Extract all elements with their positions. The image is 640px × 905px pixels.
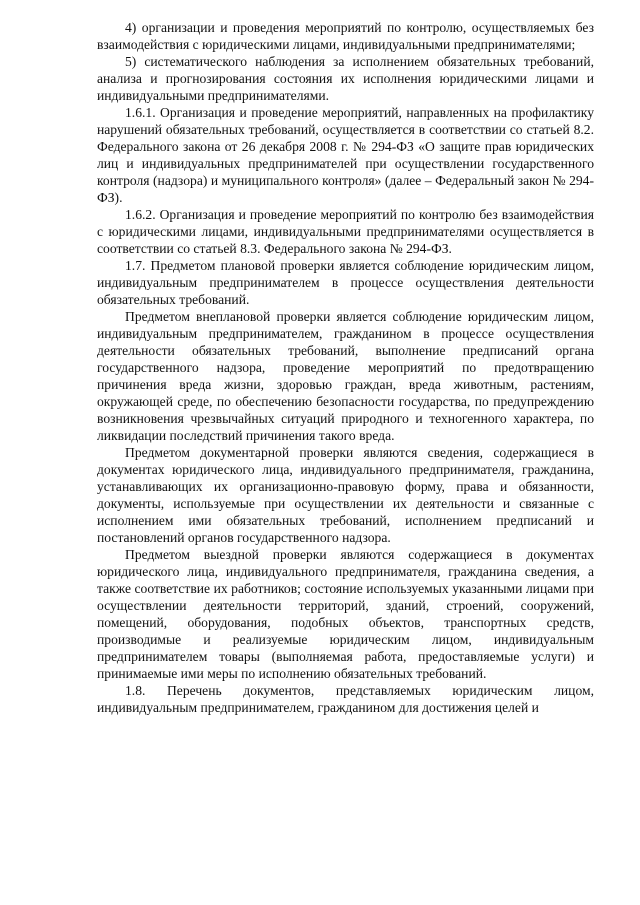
paragraph-1-8: 1.8. Перечень документов, представляемых юридическим лицом, индивидуальным предпринимателем, гражданином для достижения целей и: [97, 683, 594, 715]
paragraph-1-6-2: 1.6.2. Организация и проведение мероприятий по контролю без взаимодействия с юридическими лицами, индивидуальными предпринимателями осуществляется в соответствии со статьей 8.3. Федерального закона № 294-ФЗ.: [97, 207, 594, 256]
paragraph-field-inspection: Предметом выездной проверки являются содержащиеся в документах юридического лица, индивидуального предпринимателя, гражданина сведения, а также соответствие их работников; состояние используемых указанными лицами при осуществлении деятельности территорий, зданий, строений, сооружений, помещений, оборудования, подобных объектов, транспортных средств, производимые и реализуемые юридическим лицом, индивидуальным предпринимателем товары (выполняемая работа, предоставляемые услуги) и принимаемые ими меры по исполнению обязательных требований.: [97, 547, 594, 681]
paragraph-1-7: 1.7. Предметом плановой проверки является соблюдение юридическим лицом, индивидуальным предпринимателем в процессе осуществления деятельности обязательных требований.: [97, 258, 594, 307]
paragraph-documentary-inspection: Предметом документарной проверки являются сведения, содержащиеся в документах юридического лица, индивидуального предпринимателя, гражданина, устанавливающих их организационно-правовую форму, права и обязанности, документы, используемые при осуществлении их деятельности и связанные с исполнением ими обязательных требований, исполнением предписаний и постановлений органов государственного надзора.: [97, 445, 594, 545]
document-body: [97, 19, 594, 716]
paragraph-1-6-1: 1.6.1. Организация и проведение мероприятий, направленных на профилактику нарушений обязательных требований, осуществляется в соответствии со статьей 8.2. Федерального закона от 26 декабря 2008 г. № 294-ФЗ «О защите прав юридических лиц и индивидуальных предпринимателей при осуществлении государственного контроля (надзора) и муниципального контроля» (далее – Федеральный закон № 294-ФЗ).: [97, 105, 594, 205]
paragraph-item-5: 5) систематического наблюдения за исполнением обязательных требований, анализа и прогнозирования состояния их исполнения юридическими лицами и индивидуальными предпринимателями.: [97, 54, 594, 103]
paragraph-unscheduled-inspection: Предметом внеплановой проверки является соблюдение юридическим лицом, индивидуальным предпринимателем, гражданином в процессе осуществления деятельности обязательных требований, выполнение предписаний органа государственного надзора, проведение мероприятий по предотвращению причинения вреда жизни, здоровью граждан, вреда животным, растениям, окружающей среде, по обеспечению безопасности государства, по предупреждению возникновения чрезвычайных ситуаций природного и техногенного характера, по ликвидации последствий причинения такого вреда.: [97, 309, 594, 443]
paragraph-item-4: 4) организации и проведения мероприятий по контролю, осуществляемых без взаимодействия с юридическими лицами, индивидуальными предпринимателями;: [97, 20, 594, 52]
